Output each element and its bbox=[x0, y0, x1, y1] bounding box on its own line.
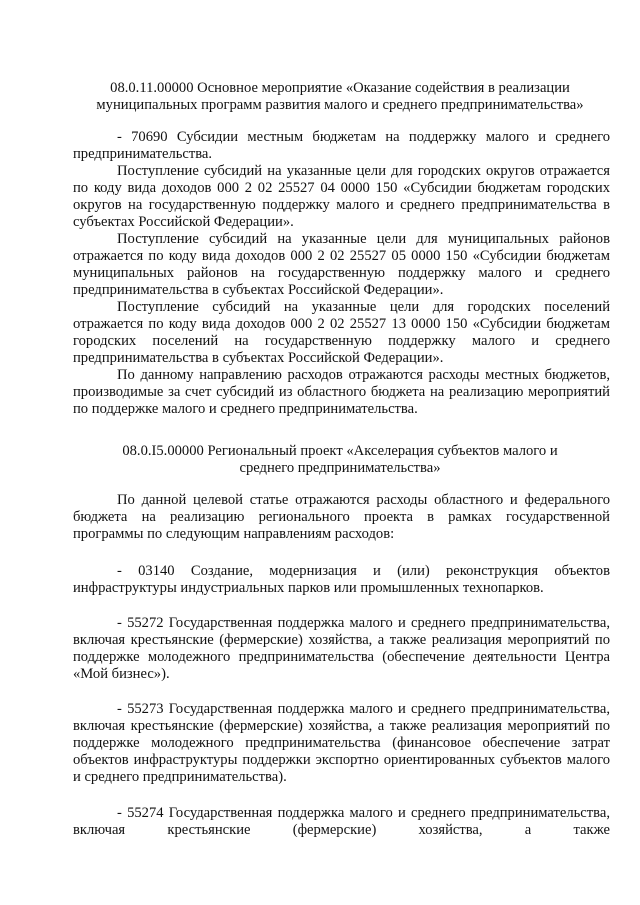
paragraph-55272: - 55272 Государственная поддержка малого и среднего предпринимательства, включая крестьянские (фермерские) хозяйства, а также реализация мероприятий по поддержке молодежного предпринимательства (обеспечение деятельности Центра «Мой бизнес»). bbox=[73, 615, 610, 682]
paragraph-target-article: По данной целевой статье отражаются расходы областного и федерального бюджета на реализацию регионального проекта в рамках государственной программы по следующим направлениям расходов: bbox=[73, 492, 610, 542]
paragraph-55274: - 55274 Государственная поддержка малого и среднего предпринимательства, включая крестьянские (фермерские) хозяйства, а также bbox=[73, 805, 610, 838]
heading-line: среднего предпринимательства» bbox=[239, 460, 441, 476]
paragraph-municipal-districts: Поступление субсидий на указанные цели для муниципальных районов отражается по коду вида доходов 000 2 02 25527 05 0000 150 «Субсидии бюджетам муниципальных районов на государственную поддержку малого и среднего предпринимательства в субъектах Российской Федерации». bbox=[73, 231, 610, 298]
paragraph-urban-districts: Поступление субсидий на указанные цели для городских округов отражается по коду вида доходов 000 2 02 25527 04 0000 150 «Субсидии бюджетам городских округов на государственную поддержку малого и среднего предпринимательства в субъектах Российской Федерации». bbox=[73, 163, 610, 230]
section-heading-08-0-i5 bbox=[70, 443, 610, 477]
heading-line: 08.0.11.00000 Основное мероприятие «Оказание содействия в реализации bbox=[110, 80, 570, 96]
paragraph-03140: - 03140 Создание, модернизация и (или) реконструкция объектов инфраструктуры индустриальных парков или промышленных технопарков. bbox=[73, 563, 610, 596]
paragraph-urban-settlements: Поступление субсидий на указанные цели для городских поселений отражается по коду вида доходов 000 2 02 25527 13 0000 150 «Субсидии бюджетам городских поселений на государственную поддержку малого и среднего предпринимательства в субъектах Российской Федерации». bbox=[73, 299, 610, 366]
paragraph-70690: - 70690 Субсидии местным бюджетам на поддержку малого и среднего предпринимательства. bbox=[73, 129, 610, 162]
heading-line: муниципальных программ развития малого и среднего предпринимательства» bbox=[96, 97, 584, 113]
section-heading-08-0-11 bbox=[70, 80, 610, 114]
heading-line: 08.0.I5.00000 Региональный проект «Акселерация субъектов малого и bbox=[122, 443, 558, 459]
paragraph-direction-description: По данному направлению расходов отражаются расходы местных бюджетов, производимые за счет субсидий из областного бюджета на реализацию мероприятий по поддержке малого и среднего предпринимательства. bbox=[73, 367, 610, 417]
paragraph-55273: - 55273 Государственная поддержка малого и среднего предпринимательства, включая крестьянские (фермерские) хозяйства, а также реализация мероприятий по поддержке молодежного предпринимательства (финансовое обеспечение затрат объектов инфраструктуры поддержки экспортно ориентированных субъектов малого и среднего предпринимательства). bbox=[73, 701, 610, 785]
